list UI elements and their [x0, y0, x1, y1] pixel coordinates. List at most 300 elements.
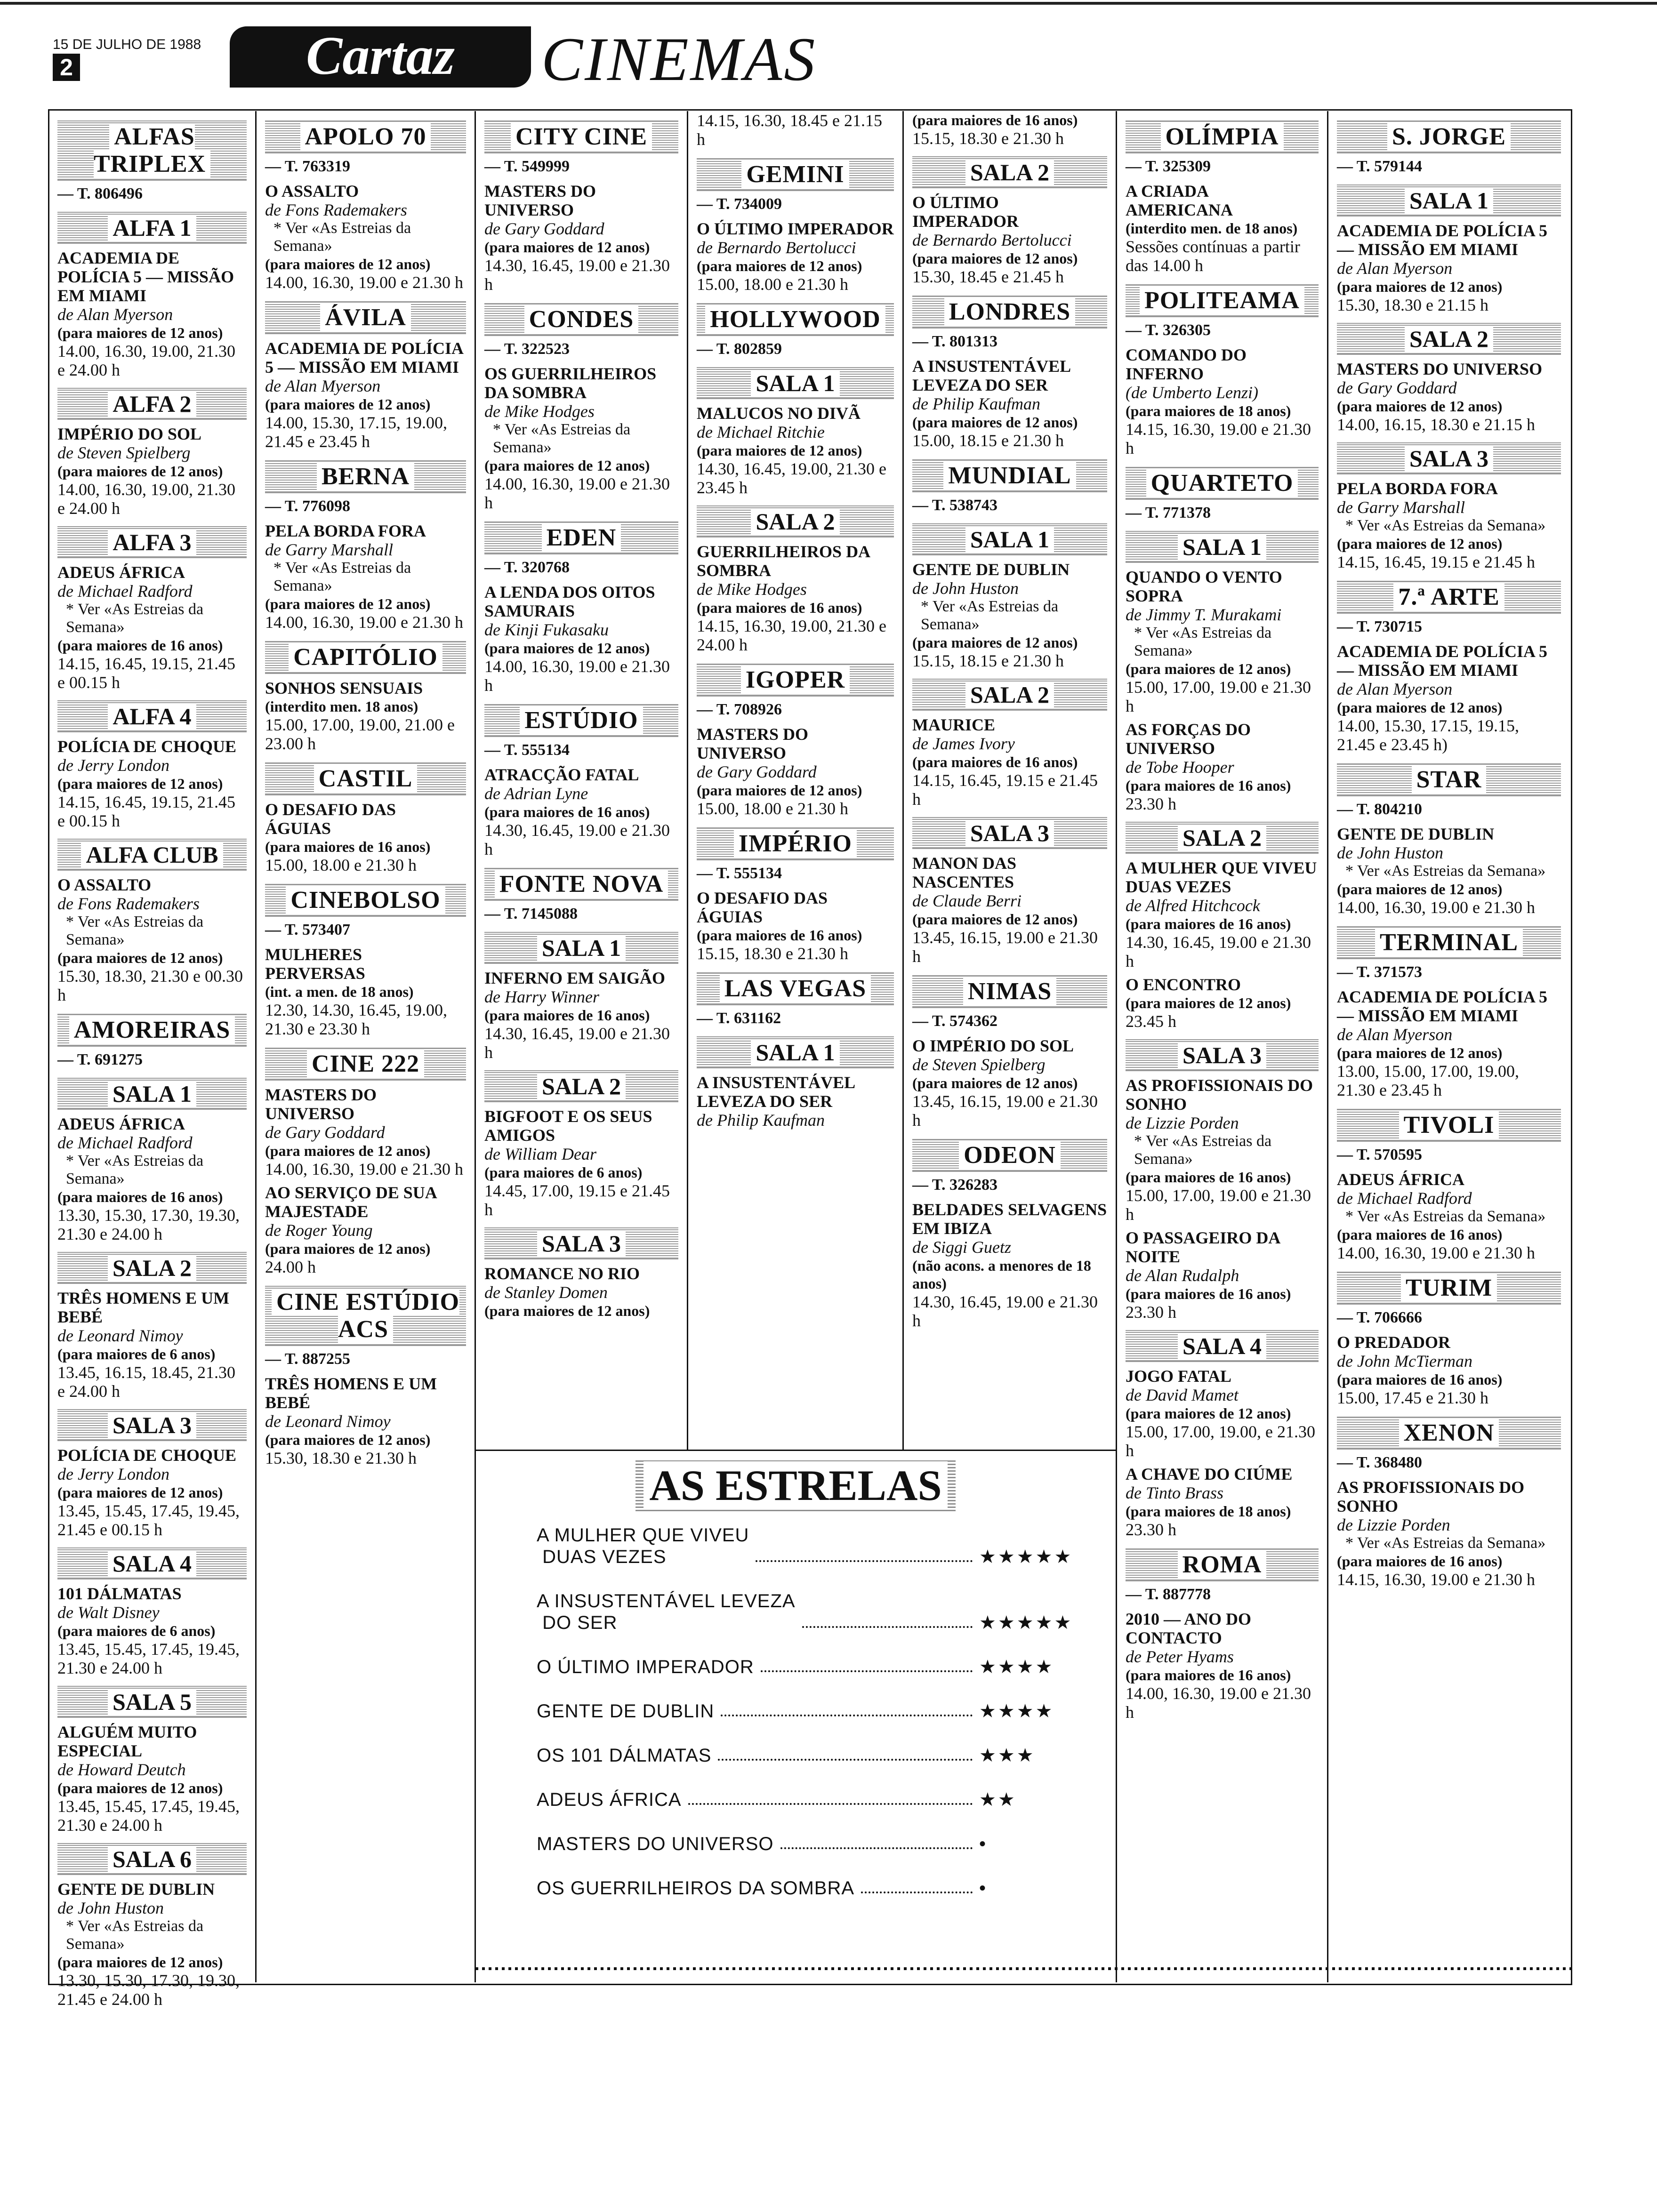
room-label	[57, 1547, 247, 1579]
film-title: MASTERS DO UNIVERSO	[265, 1085, 377, 1123]
room-label-text: SALA 1	[751, 370, 839, 396]
cinema-name-text: EDEN	[542, 524, 621, 551]
cinema-name	[697, 827, 894, 860]
row-spacer	[475, 1634, 1116, 1656]
cinema-name-text: LONDRES	[944, 298, 1075, 325]
cinema-phone: — T. 887255	[265, 1350, 351, 1368]
film-director: de Michael Radford	[57, 582, 193, 601]
film-director: de Steven Spielberg	[912, 1055, 1046, 1074]
film-showtimes: 14.00, 16.15, 18.30 e 21.15 h	[1337, 415, 1535, 434]
film-director: (de Umberto Lenzi)	[1126, 383, 1258, 402]
cinema-phone: — T. 804210	[1337, 801, 1423, 818]
cinema-phone: — T. 806496	[57, 185, 143, 202]
film-showtimes: 15.15, 18.30 e 21.30 h	[912, 129, 1064, 148]
film-director: de Gary Goddard	[697, 762, 817, 781]
room-label	[697, 367, 894, 399]
room-label	[1337, 442, 1561, 474]
rated-film-title: A MULHER QUE VIVEU DUAS VEZES	[537, 1525, 749, 1567]
room-label-text: SALA 3	[108, 1412, 196, 1438]
cinema-name	[265, 460, 466, 493]
film-showtimes: 13.45, 16.15, 18.45, 21.30 e 24.00 h	[57, 1363, 235, 1401]
film-director: de John Huston	[912, 579, 1019, 598]
film-showtimes: 14.00, 15.30, 17.15, 19.00, 21.45 e 23.45 h	[265, 413, 447, 451]
rated-film-title: MASTERS DO UNIVERSO	[537, 1834, 774, 1854]
film-note: * Ver «As Estreias da Semana»	[1134, 1132, 1272, 1168]
film-showtimes: 14.00, 15.30, 17.15, 19.15, 21.45 e 23.45 h)	[1337, 716, 1519, 754]
film-showtimes: 14.30, 16.45, 19.00 e 21.30 h	[484, 256, 670, 294]
film-rating: (para maiores de 12 anos)	[1337, 1044, 1503, 1061]
cinema-name	[1337, 926, 1561, 959]
room-label	[912, 679, 1107, 711]
film-showtimes: 14.30, 16.45, 19.00 e 21.30 h	[1126, 933, 1311, 970]
film-title: ACADEMIA DE POLÍCIA 5 — MISSÃO EM MIAMI	[1337, 987, 1548, 1025]
film-title: O ASSALTO	[265, 182, 359, 200]
cinema-name	[265, 641, 466, 674]
cinema-phone: — T. 549999	[484, 158, 570, 175]
film-note: * Ver «As Estreias da Semana»	[273, 559, 411, 594]
room-label	[484, 932, 678, 964]
cinema-name-text: ESTÚDIO	[520, 707, 643, 734]
cinema-name	[697, 303, 894, 336]
cinema-name-text: CINEBOLSO	[286, 887, 445, 914]
film-note: * Ver «As Estreias da Semana»	[921, 598, 1059, 633]
film-rating: (para maiores de 12 anos)	[57, 1484, 223, 1501]
star-rating: ★★	[979, 1789, 1017, 1810]
cinema-phone: — T. 706666	[1337, 1309, 1423, 1326]
cinema-name-text: ODEON	[959, 1142, 1061, 1169]
film-rating: (para maiores de 12 anos)	[912, 250, 1078, 267]
film-showtimes: 14.30, 16.45, 19.00 e 21.30 h	[484, 1024, 670, 1062]
film-rating: (para maiores de 12 anos)	[265, 1240, 431, 1257]
film-note: * Ver «As Estreias da Semana»	[1345, 862, 1546, 880]
film-rating: (para maiores de 16 anos)	[697, 927, 862, 944]
film-title: MASTERS DO UNIVERSO	[1337, 360, 1543, 378]
film-title: OS GUERRILHEIROS DA SOMBRA	[484, 364, 657, 402]
star-rating: ★★★★	[979, 1701, 1054, 1722]
film-showtimes: Sessões contínuas a partir das 14.00 h	[1126, 237, 1300, 275]
film-title: MANON DAS NASCENTES	[912, 854, 1016, 891]
film-title: ADEUS ÁFRICA	[57, 1114, 185, 1133]
film-director: de Alan Myerson	[1337, 259, 1453, 278]
film-rating: (para maiores de 12 anos)	[57, 949, 223, 966]
film-title: O PASSAGEIRO DA NOITE	[1126, 1228, 1280, 1266]
room-label	[912, 523, 1107, 555]
film-director: de Garry Marshall	[1337, 498, 1465, 517]
film-director: de Gary Goddard	[265, 1123, 385, 1142]
film-rating: (para maiores de 16 anos)	[1337, 1553, 1503, 1570]
film-showtimes: 23.45 h	[1126, 1012, 1176, 1031]
film-title: 101 DÁLMATAS	[57, 1584, 182, 1603]
room-label	[912, 817, 1107, 849]
star-rating-row	[537, 1745, 1087, 1766]
film-title: O ENCONTRO	[1126, 975, 1241, 994]
cinema-name-text: CINE 222	[307, 1050, 424, 1077]
film-title: O PREDADOR	[1337, 1333, 1450, 1352]
film-rating: (para maiores de 12 anos)	[57, 775, 223, 792]
film-rating: (para maiores de 12 anos)	[57, 1954, 223, 1971]
film-rating: (para maiores de 12 anos)	[1337, 699, 1503, 716]
column-1	[49, 111, 255, 2009]
film-title: MAURICE	[912, 715, 995, 734]
room-label	[1126, 531, 1319, 563]
cinema-name-text: IMPÉRIO	[734, 830, 857, 857]
room-label	[57, 839, 247, 871]
cinema-name-text: FONTE NOVA	[495, 871, 668, 898]
cinema-name-text: ROMA	[1178, 1551, 1267, 1578]
film-rating: (para maiores de 16 anos)	[697, 599, 862, 616]
film-title: BIGFOOT E OS SEUS AMIGOS	[484, 1107, 652, 1145]
cinema-name	[912, 459, 1107, 492]
film-title: IMPÉRIO DO SOL	[57, 425, 202, 443]
cinema-name-text: S. JORGE	[1387, 123, 1511, 150]
cinema-phone: — T. 887778	[1126, 1586, 1211, 1603]
stars-list	[475, 1524, 1116, 1922]
film-director: de Alan Myerson	[1337, 1025, 1453, 1044]
film-rating: (para maiores de 16 anos)	[1126, 915, 1291, 932]
column-2	[257, 111, 475, 1982]
issue-date: 15 DE JULHO DE 1988	[53, 37, 201, 52]
dotted-rule	[475, 1967, 1572, 1970]
row-spacer	[475, 1811, 1116, 1833]
film-showtimes: 14.00, 16.30, 19.00, 21.30 e 24.00 h	[57, 342, 235, 379]
film-showtimes: 14.30, 16.45, 19.00, 21.30 e 23.45 h	[697, 459, 886, 497]
film-showtimes: 15.30, 18.30, 21.30 e 00.30 h	[57, 967, 243, 1004]
cinema-phone: — T. 7145088	[484, 905, 578, 922]
film-showtimes: 14.00, 16.30, 19.00 e 21.30 h	[1126, 1684, 1311, 1722]
film-title: GUERRILHEIROS DA SOMBRA	[697, 542, 870, 580]
film-rating: (para maiores de 12 anos)	[697, 442, 862, 459]
cinema-name-text: 7.ª ARTE	[1393, 584, 1504, 610]
column-7	[1328, 111, 1569, 1982]
film-title: A LENDA DOS OITOS SAMURAIS	[484, 583, 655, 620]
stars-box-title: AS ESTRELAS	[635, 1459, 956, 1511]
film-rating: (para maiores de 12 anos)	[1337, 278, 1503, 295]
film-rating: (para maiores de 12 anos)	[697, 782, 862, 799]
film-note: * Ver «As Estreias da Semana»	[1345, 1208, 1546, 1225]
film-title: JOGO FATAL	[1126, 1367, 1231, 1386]
film-title: PELA BORDA FORA	[265, 521, 426, 540]
film-director: de Kinji Fukasaku	[484, 620, 609, 639]
row-spacer	[475, 1568, 1116, 1590]
dot-leader	[802, 1626, 973, 1628]
film-showtimes: 15.00, 18.00 e 21.30 h	[697, 799, 848, 818]
room-label-text: SALA 2	[965, 159, 1054, 185]
film-director: de Leonard Nimoy	[265, 1412, 391, 1431]
film-title: AO SERVIÇO DE SUA MAJESTADE	[265, 1183, 436, 1221]
film-rating: (para maiores de 12 anos)	[265, 595, 431, 612]
film-title: POLÍCIA DE CHOQUE	[57, 1446, 237, 1465]
cinema-name-text: CINE ESTÚDIO ACS	[272, 1289, 459, 1343]
film-title: INFERNO EM SAIGÃO	[484, 969, 666, 987]
film-showtimes: 14.30, 16.45, 19.00 e 21.30 h	[484, 821, 670, 858]
brand-logo: Cartaz	[230, 26, 531, 88]
column-5	[904, 111, 1116, 1450]
room-label-text: SALA 6	[108, 1846, 196, 1872]
film-rating: (interdito men. de 18 anos)	[1126, 220, 1298, 237]
cinema-name	[57, 120, 247, 181]
film-showtimes: 15.00, 17.45 e 21.30 h	[1337, 1388, 1488, 1407]
star-rating: •	[979, 1834, 988, 1854]
film-title: ACADEMIA DE POLÍCIA 5 — MISSÃO EM MIAMI	[265, 339, 463, 377]
cinema-name-text: LAS VEGAS	[720, 975, 871, 1002]
film-title: TRÊS HOMENS E UM BEBÉ	[265, 1374, 437, 1412]
film-title: A CRIADA AMERICANA	[1126, 182, 1233, 219]
cinema-name-text: AMOREIRAS	[69, 1017, 235, 1043]
film-rating: (para maiores de 16 anos)	[1337, 1371, 1503, 1388]
film-title: O ASSALTO	[57, 875, 152, 894]
film-title: POLÍCIA DE CHOQUE	[57, 737, 237, 756]
film-title: TRÊS HOMENS E UM BEBÉ	[57, 1289, 230, 1326]
film-title: ACADEMIA DE POLÍCIA 5 — MISSÃO EM MIAMI	[1337, 642, 1548, 680]
film-title: ADEUS ÁFRICA	[57, 563, 185, 582]
cinema-name-text: TERMINAL	[1375, 929, 1523, 956]
rated-film-title: O ÚLTIMO IMPERADOR	[537, 1657, 754, 1677]
film-showtimes: 14.15, 16.45, 19.15, 21.45 e 00.15 h	[57, 654, 235, 692]
film-showtimes: 13.45, 16.15, 19.00 e 21.30 h	[912, 1092, 1098, 1130]
film-showtimes: 14.15, 16.45, 19.15 e 21.45 h	[1337, 553, 1535, 571]
cinema-name	[484, 521, 678, 554]
film-director: de Roger Young	[265, 1221, 373, 1240]
room-label	[57, 526, 247, 558]
film-title: ACADEMIA DE POLÍCIA 5 — MISSÃO EM MIAMI	[57, 248, 234, 305]
film-showtimes: 13.45, 15.45, 17.45, 19.45, 21.45 e 00.15 h	[57, 1501, 240, 1539]
room-label-text: SALA 4	[108, 1550, 196, 1577]
room-label-text: SALA 5	[108, 1689, 196, 1715]
film-title: MULHERES PERVERSAS	[265, 945, 365, 983]
cinema-name	[1337, 1272, 1561, 1305]
cinema-name	[1337, 120, 1561, 153]
room-label-text: SALA 2	[1178, 825, 1266, 851]
film-showtimes: 14.15, 16.45, 19.15 e 21.45 h	[912, 771, 1098, 809]
cinema-name-text: CAPITÓLIO	[289, 644, 442, 671]
film-showtimes: 14.00, 16.30, 19.00 e 21.30 h	[265, 273, 463, 292]
film-rating: (para maiores de 12 anos)	[265, 396, 431, 413]
film-rating: (para maiores de 12 anos)	[912, 634, 1078, 651]
film-showtimes: 15.30, 18.45 e 21.45 h	[912, 267, 1064, 286]
star-rating-row	[537, 1789, 1087, 1811]
film-showtimes: 23.30 h	[1126, 1520, 1176, 1539]
cinema-name-text: TIVOLI	[1399, 1112, 1499, 1138]
film-note: * Ver «As Estreias da Semana»	[66, 1917, 204, 1953]
star-rating: ★★★★★	[979, 1612, 1073, 1633]
film-director: de Alan Myerson	[1337, 680, 1453, 698]
film-director: de Gary Goddard	[484, 219, 604, 238]
room-label	[484, 1070, 678, 1102]
room-label	[697, 1036, 894, 1068]
film-director: de Michael Radford	[1337, 1189, 1472, 1208]
cinema-phone: — T. 538743	[912, 497, 998, 514]
film-director: de Philip Kaufman	[912, 394, 1040, 413]
film-director: de James Ivory	[912, 734, 1015, 753]
film-director: de Jerry London	[57, 756, 169, 775]
cinema-name	[1337, 1109, 1561, 1142]
rated-film-title: ADEUS ÁFRICA	[537, 1789, 682, 1810]
film-note: * Ver «As Estreias da Semana»	[66, 1152, 204, 1187]
star-rating-row	[537, 1700, 1087, 1722]
cinema-name-text: GEMINI	[741, 161, 849, 188]
film-director: de Jerry London	[57, 1465, 169, 1483]
cinema-phone: — T. 368480	[1337, 1454, 1423, 1471]
room-label	[912, 156, 1107, 188]
cinema-name-text: STAR	[1412, 766, 1487, 793]
film-rating: (para maiores de 16 anos)	[1126, 1667, 1291, 1683]
cinema-name	[697, 972, 894, 1005]
stars-ratings-box	[475, 1450, 1116, 1978]
film-director: de Bernardo Bertolucci	[912, 231, 1072, 249]
room-label	[697, 505, 894, 537]
film-rating: (para maiores de 12 anos)	[1337, 398, 1503, 415]
dot-leader	[756, 1560, 973, 1562]
cinema-name-text: CITY CINE	[511, 123, 652, 150]
room-label	[57, 212, 247, 244]
film-title: O IMPÉRIO DO SOL	[912, 1036, 1074, 1055]
rated-film-title: GENTE DE DUBLIN	[537, 1701, 715, 1722]
cinema-phone: — T. 371573	[1337, 963, 1423, 981]
film-rating: (para maiores de 18 anos)	[1126, 1503, 1291, 1520]
film-title: ADEUS ÁFRICA	[1337, 1170, 1465, 1189]
film-rating: (interdito men. 18 anos)	[265, 698, 418, 715]
row-spacer	[475, 1766, 1116, 1789]
room-label	[1126, 1039, 1319, 1071]
row-spacer	[475, 1899, 1116, 1922]
film-rating: (para maiores de 12 anos)	[1337, 881, 1503, 898]
column-3	[476, 111, 687, 1450]
cinema-name-text: ÁVILA	[320, 304, 411, 331]
film-rating: (para maiores de 12 anos)	[57, 463, 223, 480]
cinema-phone: — T. 708926	[697, 701, 782, 718]
film-director: de Lizzie Porden	[1126, 1114, 1239, 1132]
cinema-name	[265, 1048, 466, 1081]
cinema-phone: — T. 322523	[484, 340, 570, 358]
film-title: SONHOS SENSUAIS	[265, 679, 423, 697]
cinema-name-text: POLITEAMA	[1140, 287, 1304, 314]
film-title: BELDADES SELVAGENS EM IBIZA	[912, 1200, 1107, 1238]
film-director: de John Huston	[1337, 843, 1443, 862]
film-showtimes: 14.00, 16.30, 19.00, 21.30 e 24.00 h	[57, 480, 235, 518]
film-director: de Harry Winner	[484, 987, 599, 1006]
cinema-phone: — T. 320768	[484, 559, 570, 576]
film-rating: (para maiores de 12 anos)	[912, 911, 1078, 928]
film-showtimes: 15.15, 18.15 e 21.30 h	[912, 651, 1064, 670]
film-title: COMANDO DO INFERNO	[1126, 345, 1247, 383]
cinema-phone: — T. 555134	[484, 741, 570, 759]
room-label-text: ALFA 3	[108, 529, 196, 555]
room-label-text: SALA 1	[1405, 187, 1493, 214]
cinema-name-text: QUARTETO	[1146, 470, 1298, 497]
cinema-name-text: XENON	[1399, 1419, 1499, 1446]
room-label	[57, 700, 247, 732]
film-title: ALGUÉM MUITO ESPECIAL	[57, 1723, 197, 1760]
film-director: de Jimmy T. Murakami	[1126, 605, 1282, 624]
room-label-text: SALA 2	[108, 1255, 196, 1281]
film-title: O ÚLTIMO IMPERADOR	[697, 219, 894, 238]
film-note: * Ver «As Estreias da Semana»	[66, 601, 204, 636]
film-title: GENTE DE DUBLIN	[57, 1880, 215, 1899]
cinema-name	[484, 868, 678, 901]
film-title: GENTE DE DUBLIN	[912, 560, 1070, 579]
room-label-text: ALFA CLUB	[81, 842, 223, 868]
film-rating: (para maiores de 16 anos)	[1337, 1226, 1503, 1243]
film-rating: (para maiores de 12 anos)	[57, 324, 223, 341]
cinema-phone: — T. 574362	[912, 1012, 998, 1030]
film-rating: (para maiores de 12 anos)	[1126, 994, 1291, 1011]
film-director: de Tobe Hooper	[1126, 758, 1234, 777]
film-director: de David Mamet	[1126, 1386, 1239, 1404]
room-label-text: SALA 1	[108, 1081, 196, 1107]
cinema-name	[484, 120, 678, 153]
cinema-name	[265, 1286, 466, 1346]
film-showtimes: 14.00, 16.30, 19.00 e 21.30 h	[484, 657, 670, 695]
room-label-text: ALFA 4	[108, 703, 196, 729]
film-title: MALUCOS NO DIVÃ	[697, 404, 861, 423]
rated-film-title: OS GUERRILHEIROS DA SOMBRA	[537, 1878, 855, 1899]
film-rating: (int. a men. de 18 anos)	[265, 983, 414, 1000]
cinema-name	[57, 1014, 247, 1047]
film-title: O DESAFIO DAS ÁGUIAS	[265, 800, 396, 838]
film-showtimes: 15.00, 17.00, 19.00 e 21.30 h	[1126, 1186, 1311, 1224]
cinema-name	[1126, 1548, 1319, 1581]
film-title: MASTERS DO UNIVERSO	[484, 182, 596, 219]
room-label	[57, 1686, 247, 1718]
film-director: de Howard Deutch	[57, 1760, 186, 1779]
film-title: A CHAVE DO CIÚME	[1126, 1465, 1293, 1483]
room-label-text: SALA 3	[537, 1230, 626, 1257]
cinema-name-text: BERNA	[317, 463, 414, 490]
cinema-name	[484, 704, 678, 737]
cinema-phone: — T. 771378	[1126, 504, 1211, 521]
room-label	[484, 1227, 678, 1259]
rated-film-title: A INSUSTENTÁVEL LEVEZA DO SER	[537, 1591, 796, 1633]
film-rating: (para maiores de 12 anos)	[484, 1302, 650, 1319]
film-showtimes: 14.15, 16.30, 19.00 e 21.30 h	[1337, 1570, 1535, 1589]
film-note: * Ver «As Estreias da Semana»	[273, 219, 411, 255]
film-title: QUANDO O VENTO SOPRA	[1126, 568, 1282, 605]
film-director: de Siggi Guetz	[912, 1238, 1011, 1257]
cinema-name-text: OLÍMPIA	[1161, 123, 1284, 150]
film-showtimes: 14.15, 16.45, 19.15, 21.45 e 00.15 h	[57, 793, 235, 830]
cinema-name-text: APOLO 70	[300, 123, 431, 150]
film-title: 2010 — ANO DO CONTACTO	[1126, 1610, 1252, 1647]
film-rating: (para maiores de 12 anos)	[484, 457, 650, 474]
cinema-phone: — T. 691275	[57, 1051, 143, 1068]
cinema-name	[912, 296, 1107, 329]
film-director: de Lizzie Porden	[1337, 1515, 1450, 1534]
film-rating: (para maiores de 16 anos)	[484, 1007, 650, 1024]
film-director: de Bernardo Bertolucci	[697, 238, 856, 257]
column-4	[688, 111, 902, 1450]
film-rating: (para maiores de 18 anos)	[1126, 402, 1291, 419]
film-showtimes: 13.30, 15.30, 17.30, 19.30, 21.30 e 24.00 h	[57, 1206, 240, 1243]
film-director: de Leonard Nimoy	[57, 1326, 183, 1345]
film-rating: (para maiores de 6 anos)	[57, 1622, 216, 1639]
film-director: de Peter Hyams	[1126, 1647, 1234, 1666]
film-rating: (não acons. a menores de 18 anos)	[912, 1257, 1091, 1292]
film-rating: (para maiores de 6 anos)	[484, 1164, 643, 1181]
film-director: de Philip Kaufman	[697, 1111, 825, 1130]
cinema-name	[265, 884, 466, 917]
film-showtimes: 14.15, 16.30, 19.00, 21.30 e 24.00 h	[697, 617, 886, 654]
cinema-phone: — T. 326283	[912, 1176, 998, 1194]
film-director: de Michael Ritchie	[697, 423, 825, 441]
film-showtimes: 14.00, 16.30, 19.00 e 21.30 h	[484, 474, 670, 512]
dot-leader	[718, 1759, 973, 1761]
film-showtimes: 14.15, 16.30, 18.45 e 21.15 h	[697, 111, 882, 149]
film-showtimes: 15.00, 18.00 e 21.30 h	[697, 275, 848, 294]
cinema-name	[1337, 581, 1561, 614]
film-showtimes: 15.30, 18.30 e 21.15 h	[1337, 296, 1488, 314]
cinema-phone: — T. 776098	[265, 497, 351, 515]
film-showtimes: 23.30 h	[1126, 794, 1176, 813]
